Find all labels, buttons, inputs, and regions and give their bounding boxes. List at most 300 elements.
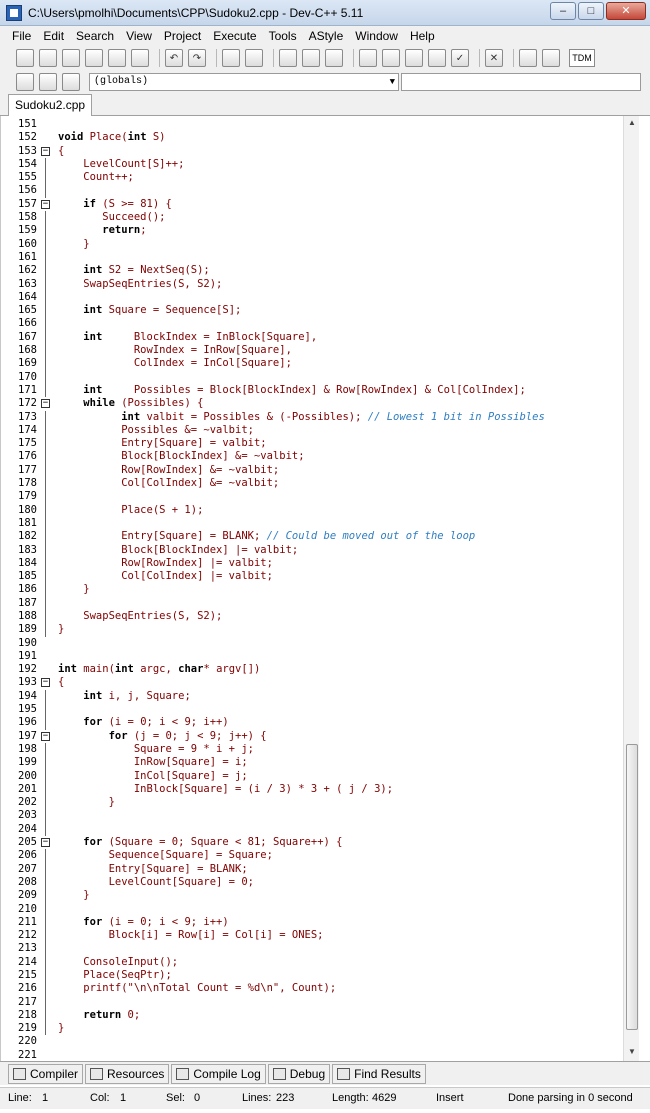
save-icon[interactable]: [62, 49, 80, 67]
code-line[interactable]: [1, 916, 623, 929]
fold-toggle-icon[interactable]: −: [42, 837, 49, 848]
code-line[interactable]: [1, 464, 623, 477]
code-text: Count++;: [58, 171, 134, 184]
fold-guide: [45, 450, 46, 463]
line-number: 163: [18, 277, 37, 290]
fold-toggle-icon[interactable]: −: [42, 145, 49, 156]
tab-sudoku2-cpp[interactable]: Sudoku2.cpp: [8, 94, 92, 116]
line-number: 194: [18, 689, 37, 702]
code-line[interactable]: [1, 836, 623, 849]
status-col-value: 1: [120, 1092, 127, 1104]
scroll-thumb[interactable]: [626, 744, 638, 1030]
line-number: 157: [18, 197, 37, 210]
fold-guide: [45, 291, 46, 304]
app-icon: [6, 5, 22, 21]
code-text: return 0;: [83, 1008, 141, 1021]
line-number: 182: [18, 530, 37, 543]
fold-guide: [45, 876, 46, 889]
menu-help[interactable]: Help: [409, 29, 435, 43]
code-text: Entry[Square] = BLANK;: [58, 862, 248, 875]
fold-guide: [45, 384, 46, 397]
fold-guide: [45, 942, 46, 955]
code-text: Entry[Square] = valbit;: [58, 437, 267, 450]
tab-debug[interactable]: Debug: [268, 1064, 330, 1084]
line-number: 219: [18, 1022, 37, 1035]
undo-icon[interactable]: ↶: [165, 49, 183, 67]
line-number: 174: [18, 423, 37, 436]
fold-guide: [45, 211, 46, 224]
fold-guide: [45, 357, 46, 370]
fold-guide: [45, 344, 46, 357]
class-browser-icon[interactable]: [302, 49, 320, 67]
code-line[interactable]: [1, 158, 623, 171]
code-text: int S2 = NextSeq(S);: [83, 264, 210, 277]
line-number: 189: [18, 623, 37, 636]
scroll-up-icon[interactable]: ▲: [628, 118, 636, 127]
fold-guide: [45, 849, 46, 862]
line-number: 197: [18, 729, 37, 742]
code-line[interactable]: [1, 397, 623, 410]
fold-guide: [45, 557, 46, 570]
code-line[interactable]: [1, 264, 623, 277]
line-number: 184: [18, 556, 37, 569]
code-text: }: [58, 623, 65, 636]
chevron-down-icon: ▼: [389, 77, 395, 87]
code-text: InCol[Square] = j;: [58, 769, 248, 782]
line-number: 212: [18, 929, 37, 942]
code-line[interactable]: [1, 676, 623, 689]
stop-icon[interactable]: ✕: [485, 49, 503, 67]
line-number: 205: [18, 836, 37, 849]
compile-run-icon[interactable]: [405, 49, 423, 67]
line-number: 159: [18, 224, 37, 237]
fold-toggle-icon[interactable]: −: [42, 677, 49, 688]
code-text: for (Square = 0; Square < 81; Square++) {: [83, 836, 343, 849]
code-line[interactable]: [1, 357, 623, 370]
code-text: int Possibles = Block[BlockIndex] & Row[RowIndex] & Col[ColIndex];: [83, 383, 526, 396]
fold-guide: [45, 464, 46, 477]
fold-guide: [45, 597, 46, 610]
status-line-label: Line:: [8, 1092, 32, 1104]
menu-astyle[interactable]: AStyle: [308, 29, 344, 43]
code-line[interactable]: [1, 583, 623, 596]
status-lines-label: Lines:: [242, 1092, 272, 1104]
fold-guide: [45, 703, 46, 716]
code-text: SwapSeqEntries(S, S2);: [58, 277, 223, 290]
code-line[interactable]: [1, 796, 623, 809]
line-number: 203: [18, 809, 37, 822]
fold-guide: [45, 504, 46, 517]
code-text: {: [58, 676, 65, 689]
code-text: ConsoleInput();: [58, 955, 179, 968]
menu-window[interactable]: Window: [355, 29, 398, 43]
code-text: ColIndex = InCol[Square];: [58, 357, 292, 370]
code-text: Possibles &= ~valbit;: [58, 423, 254, 436]
status-message: Done parsing in 0 second: [508, 1092, 633, 1104]
line-number: 198: [18, 742, 37, 755]
menu-bar: [0, 26, 650, 46]
code-line[interactable]: [1, 1049, 623, 1058]
code-text: {: [58, 144, 65, 157]
code-line[interactable]: [1, 371, 623, 384]
code-line[interactable]: [1, 145, 623, 158]
code-line[interactable]: [1, 317, 623, 330]
line-number: 168: [18, 344, 37, 357]
code-text: InRow[Square] = i;: [58, 756, 248, 769]
fold-guide: [45, 583, 46, 596]
line-number: 173: [18, 410, 37, 423]
fold-guide: [45, 171, 46, 184]
code-editor[interactable]: [0, 116, 650, 1061]
fold-guide: [45, 304, 46, 317]
line-number: 193: [18, 676, 37, 689]
code-line[interactable]: [1, 557, 623, 570]
menu-search[interactable]: Search: [76, 29, 115, 43]
fold-guide: [45, 1009, 46, 1022]
fold-guide: [45, 863, 46, 876]
code-line[interactable]: [1, 411, 623, 424]
code-text: Block[BlockIndex] &= ~valbit;: [58, 450, 305, 463]
menu-tools[interactable]: Tools: [268, 29, 297, 43]
code-line[interactable]: [1, 490, 623, 503]
maximize-button[interactable]: □: [578, 2, 604, 20]
fold-guide: [45, 570, 46, 583]
find-results-icon: [337, 1068, 350, 1080]
code-line[interactable]: [1, 809, 623, 822]
code-line[interactable]: [1, 118, 623, 131]
check-syntax-icon[interactable]: ✓: [451, 49, 469, 67]
redo-icon[interactable]: ↷: [188, 49, 206, 67]
close-file-icon[interactable]: [108, 49, 126, 67]
code-line[interactable]: [1, 770, 623, 783]
fold-guide: [45, 916, 46, 929]
code-line[interactable]: [1, 942, 623, 955]
code-text: Col[ColIndex] |= valbit;: [58, 570, 273, 583]
status-line-value: 1: [42, 1092, 49, 1104]
code-line[interactable]: [1, 437, 623, 450]
compile-icon[interactable]: [359, 49, 377, 67]
code-line[interactable]: [1, 304, 623, 317]
main-toolbar: [0, 46, 650, 70]
code-line[interactable]: [1, 703, 623, 716]
line-number: 202: [18, 796, 37, 809]
fold-guide: [45, 982, 46, 995]
run-icon[interactable]: [382, 49, 400, 67]
line-number: 221: [18, 1048, 37, 1058]
line-number: 211: [18, 915, 37, 928]
scope-toolbar: [0, 70, 650, 94]
code-line[interactable]: [1, 450, 623, 463]
line-number: 186: [18, 583, 37, 596]
status-mode: Insert: [436, 1092, 464, 1104]
code-line[interactable]: [1, 889, 623, 902]
code-text: return;: [102, 224, 147, 237]
menu-view[interactable]: View: [126, 29, 152, 43]
toggle-bookmark-icon[interactable]: [39, 73, 57, 91]
find-icon[interactable]: [222, 49, 240, 67]
code-line[interactable]: [1, 1009, 623, 1022]
code-line[interactable]: [1, 504, 623, 517]
line-number: 153: [18, 144, 37, 157]
code-text: for (i = 0; i < 9; i++): [83, 716, 229, 729]
code-line[interactable]: [1, 477, 623, 490]
line-number: 171: [18, 383, 37, 396]
fold-guide: [45, 490, 46, 503]
code-line[interactable]: [1, 344, 623, 357]
fold-guide: [45, 238, 46, 251]
fold-guide: [45, 317, 46, 330]
line-number: 172: [18, 397, 37, 410]
code-text: SwapSeqEntries(S, S2);: [58, 609, 223, 622]
code-line[interactable]: [1, 610, 623, 623]
code-line[interactable]: [1, 331, 623, 344]
project-icon[interactable]: [279, 49, 297, 67]
line-number: 216: [18, 982, 37, 995]
code-line[interactable]: [1, 623, 623, 636]
line-number: 160: [18, 237, 37, 250]
close-button[interactable]: ✕: [606, 2, 646, 20]
fold-guide: [45, 690, 46, 703]
fold-guide: [45, 796, 46, 809]
save-all-icon[interactable]: [85, 49, 103, 67]
compiler-tdm-badge[interactable]: TDM: [569, 49, 595, 67]
fold-guide: [45, 969, 46, 982]
code-line[interactable]: [1, 996, 623, 1009]
code-line[interactable]: [1, 956, 623, 969]
open-file-icon[interactable]: [39, 49, 57, 67]
code-line[interactable]: [1, 238, 623, 251]
fold-guide: [45, 477, 46, 490]
code-text: Col[ColIndex] &= ~valbit;: [58, 477, 280, 490]
line-number: 206: [18, 849, 37, 862]
code-text: Row[RowIndex] &= ~valbit;: [58, 463, 280, 476]
code-text: RowIndex = InRow[Square],: [58, 344, 292, 357]
rebuild-icon[interactable]: [428, 49, 446, 67]
code-line[interactable]: [1, 783, 623, 796]
fold-guide: [45, 544, 46, 557]
resources-icon: [90, 1068, 103, 1080]
line-number: 213: [18, 942, 37, 955]
code-line[interactable]: [1, 756, 623, 769]
tab-compiler[interactable]: Compiler: [8, 1064, 83, 1084]
line-number: 180: [18, 503, 37, 516]
code-text: void Place(int S): [58, 131, 166, 144]
fold-guide: [45, 251, 46, 264]
code-line[interactable]: [1, 131, 623, 144]
fold-toggle-icon[interactable]: −: [42, 198, 49, 209]
code-line[interactable]: [1, 849, 623, 862]
code-line[interactable]: [1, 863, 623, 876]
code-area[interactable]: [1, 118, 623, 1058]
code-line[interactable]: [1, 903, 623, 916]
line-number: 154: [18, 157, 37, 170]
code-line[interactable]: [1, 530, 623, 543]
code-line[interactable]: [1, 184, 623, 197]
line-number: 188: [18, 609, 37, 622]
fold-guide: [45, 783, 46, 796]
fold-guide: [45, 371, 46, 384]
code-line[interactable]: [1, 1035, 623, 1048]
code-text: Succeed();: [58, 211, 166, 224]
line-number: 209: [18, 889, 37, 902]
goto-bookmark-icon[interactable]: [62, 73, 80, 91]
line-number: 207: [18, 862, 37, 875]
line-number: 178: [18, 477, 37, 490]
fold-guide: [45, 411, 46, 424]
tab-compile-log[interactable]: Compile Log: [171, 1064, 265, 1084]
line-number: 156: [18, 184, 37, 197]
code-line[interactable]: [1, 570, 623, 583]
line-number: 177: [18, 463, 37, 476]
line-number: 200: [18, 769, 37, 782]
code-line[interactable]: [1, 198, 623, 211]
fold-guide: [45, 264, 46, 277]
fold-guide: [45, 823, 46, 836]
menu-edit[interactable]: Edit: [43, 29, 65, 43]
code-text: int Square = Sequence[S];: [83, 304, 242, 317]
code-text: int valbit = Possibles & (-Possibles); // Lowest 1 bit in Possibles: [121, 410, 545, 423]
line-number: 218: [18, 1008, 37, 1021]
code-text: Row[RowIndex] |= valbit;: [58, 556, 273, 569]
code-line[interactable]: [1, 982, 623, 995]
code-text: int BlockIndex = InBlock[Square],: [83, 330, 318, 343]
code-text: }: [58, 1022, 65, 1035]
code-text: InBlock[Square] = (i / 3) * 3 + ( j / 3);: [58, 782, 394, 795]
code-line[interactable]: [1, 517, 623, 530]
code-line[interactable]: [1, 171, 623, 184]
menu-file[interactable]: File: [12, 29, 32, 43]
status-length-label: Length:: [332, 1092, 369, 1104]
scroll-down-icon[interactable]: ▼: [628, 1047, 636, 1056]
line-number: 170: [18, 370, 37, 383]
fold-guide: [45, 716, 46, 729]
fold-guide: [45, 889, 46, 902]
code-text: int i, j, Square;: [83, 689, 191, 702]
new-file-icon[interactable]: [16, 49, 34, 67]
line-number: 175: [18, 437, 37, 450]
fold-guide: [45, 278, 46, 291]
delete-profile-icon[interactable]: [542, 49, 560, 67]
line-number: 210: [18, 902, 37, 915]
fold-guide: [45, 903, 46, 916]
code-line[interactable]: [1, 716, 623, 729]
fold-toggle-icon[interactable]: −: [42, 398, 49, 409]
replace-icon[interactable]: [245, 49, 263, 67]
bottom-panel-tabs: [0, 1061, 650, 1085]
status-col-label: Col:: [90, 1092, 110, 1104]
line-number: 191: [18, 649, 37, 662]
debug-check-icon: [273, 1068, 286, 1080]
status-sel-value: 0: [194, 1092, 201, 1104]
vertical-scrollbar[interactable]: [623, 116, 639, 1061]
line-number: 167: [18, 330, 37, 343]
menu-execute[interactable]: Execute: [213, 29, 257, 43]
fold-guide: [45, 610, 46, 623]
code-line[interactable]: [1, 690, 623, 703]
code-text: Place(SeqPtr);: [58, 969, 172, 981]
line-number: 192: [18, 663, 37, 676]
scope-select[interactable]: [89, 73, 399, 91]
code-line[interactable]: [1, 424, 623, 437]
fold-guide: [45, 158, 46, 171]
code-line[interactable]: [1, 384, 623, 397]
code-text: int main(int argc, char* argv[]): [58, 663, 261, 676]
line-number: 183: [18, 543, 37, 556]
code-line[interactable]: [1, 224, 623, 237]
code-line[interactable]: [1, 251, 623, 264]
fold-guide: [45, 929, 46, 942]
fold-toggle-icon[interactable]: −: [42, 730, 49, 741]
fold-guide: [45, 743, 46, 756]
window-controls: [550, 2, 646, 20]
code-line[interactable]: [1, 929, 623, 942]
insert-icon[interactable]: [16, 73, 34, 91]
status-bar: [0, 1087, 650, 1109]
code-text: }: [58, 583, 90, 596]
line-number: 195: [18, 703, 37, 716]
code-text: for (i = 0; i < 9; i++): [83, 915, 229, 928]
line-number: 155: [18, 171, 37, 184]
fold-guide: [45, 756, 46, 769]
code-line[interactable]: [1, 278, 623, 291]
tab-resources[interactable]: Resources: [85, 1064, 169, 1084]
line-number: 164: [18, 290, 37, 303]
code-line[interactable]: [1, 876, 623, 889]
code-line[interactable]: [1, 730, 623, 743]
code-line[interactable]: [1, 1022, 623, 1035]
status-sel-label: Sel:: [166, 1092, 185, 1104]
status-lines-value: 223: [276, 1092, 295, 1104]
code-text: LevelCount[S]++;: [58, 157, 185, 170]
code-line[interactable]: [1, 743, 623, 756]
code-line[interactable]: [1, 597, 623, 610]
line-number: 199: [18, 756, 37, 769]
fold-guide: [45, 331, 46, 344]
line-number: 152: [18, 131, 37, 144]
line-number: 161: [18, 250, 37, 263]
code-line[interactable]: [1, 663, 623, 676]
code-line[interactable]: [1, 291, 623, 304]
code-text: }: [58, 796, 115, 809]
minimize-button[interactable]: –: [550, 2, 576, 20]
compiler-icon: [13, 1068, 26, 1080]
code-line[interactable]: [1, 544, 623, 557]
code-text: Entry[Square] = BLANK; // Could be moved out of the loop: [58, 530, 476, 543]
fold-guide: [45, 530, 46, 543]
function-select[interactable]: [401, 73, 641, 91]
code-line[interactable]: [1, 969, 623, 982]
print-icon[interactable]: [131, 49, 149, 67]
profile-icon[interactable]: [519, 49, 537, 67]
fold-guide: [45, 1022, 46, 1035]
fold-guide: [45, 809, 46, 822]
code-line[interactable]: [1, 650, 623, 663]
line-number: 214: [18, 955, 37, 968]
code-text: }: [58, 237, 90, 250]
debug-icon[interactable]: [325, 49, 343, 67]
code-line[interactable]: [1, 211, 623, 224]
fold-guide: [45, 623, 46, 636]
window-title: C:\Users\pmolhi\Documents\CPP\Sudoku2.cpp - Dev-C++ 5.11: [28, 5, 364, 20]
menu-project[interactable]: Project: [163, 29, 202, 43]
code-line[interactable]: [1, 637, 623, 650]
line-number: 181: [18, 516, 37, 529]
code-text: LevelCount[Square] = 0;: [58, 875, 254, 888]
code-line[interactable]: [1, 823, 623, 836]
code-text: Place(S + 1);: [58, 503, 204, 516]
tab-find-results[interactable]: Find Results: [332, 1064, 426, 1084]
line-number: 187: [18, 596, 37, 609]
